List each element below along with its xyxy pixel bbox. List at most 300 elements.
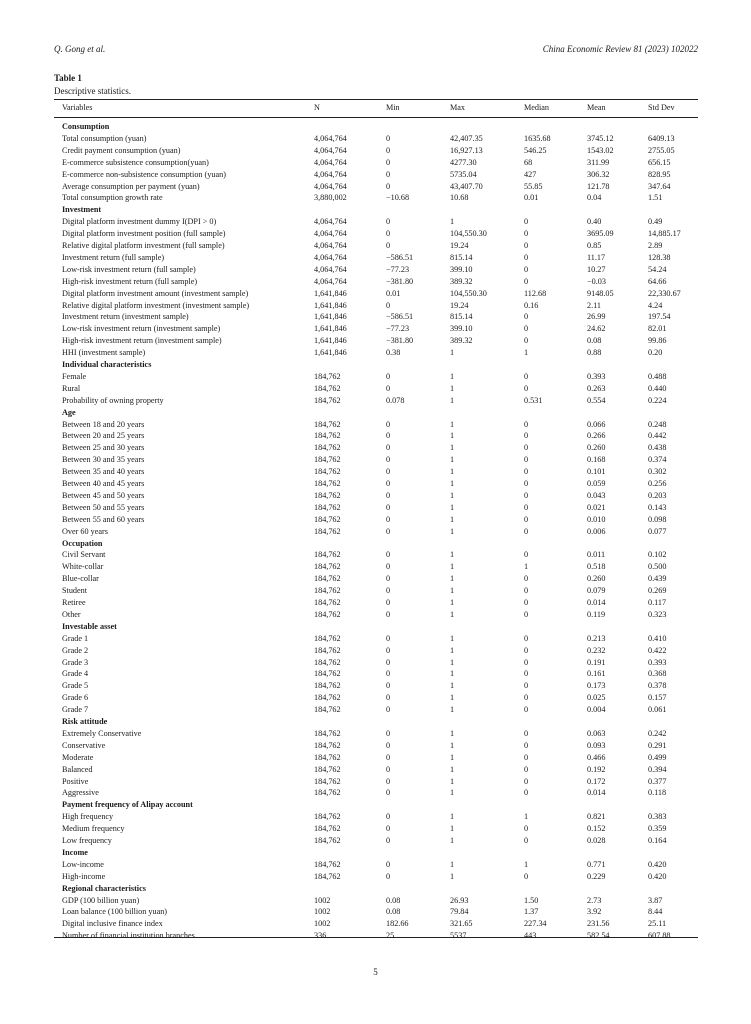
section-heading (0, 204, 751, 216)
table-cell: 24.62 (587, 324, 606, 334)
table-cell: 4,064,764 (314, 157, 347, 167)
table-cell: 0 (524, 728, 529, 738)
column-header: Mean (587, 103, 606, 112)
table-cell: 0.014 (587, 788, 606, 798)
table-cell: 0.263 (587, 383, 606, 393)
table-row (0, 502, 751, 514)
table-cell: 82.01 (648, 324, 667, 334)
variable-name: Between 35 and 40 years (62, 467, 145, 477)
table-cell: 16,927.13 (450, 145, 483, 155)
variable-name: Grade 3 (62, 657, 89, 667)
table-cell: 184,762 (314, 395, 341, 405)
table-cell: 0 (386, 526, 391, 536)
variable-name: Digital inclusive finance index (62, 919, 163, 929)
table-cell: 1 (450, 467, 455, 477)
table-cell: 0.554 (587, 395, 606, 405)
table-cell: 0 (524, 383, 529, 393)
table-cell: 68 (524, 157, 533, 167)
table-cell: 0 (524, 526, 529, 536)
table-cell: 26.99 (587, 312, 606, 322)
table-cell: 0 (524, 264, 529, 274)
table-cell: 26.93 (450, 895, 469, 905)
table-cell: 0.85 (587, 241, 602, 250)
table-cell: 0.420 (648, 859, 667, 869)
table-cell: 1,641,846 (314, 324, 347, 334)
table-row (0, 181, 751, 193)
table-row (0, 514, 751, 526)
table-cell: 582.54 (587, 931, 610, 941)
variable-name: Number of financial institution branches (62, 931, 195, 941)
table-cell: 0 (524, 705, 529, 715)
table-cell: 0.466 (587, 752, 606, 762)
table-cell: 0 (524, 657, 529, 667)
table-cell: 0 (386, 645, 391, 655)
table-row (0, 216, 751, 228)
table-cell: 182.66 (386, 919, 409, 929)
table-cell: 0 (386, 217, 391, 227)
table-cell: 0 (386, 419, 391, 429)
table-cell: 4,064,764 (314, 264, 347, 274)
table-cell: 0.059 (587, 479, 606, 488)
table-cell: 54.24 (648, 264, 667, 274)
table-cell: 4,064,764 (314, 276, 347, 286)
table-cell: 0 (386, 740, 391, 750)
table-cell: 197.54 (648, 312, 671, 322)
table-cell: 1 (450, 645, 455, 655)
variable-name: Low-income (62, 859, 104, 869)
table-cell: 0 (386, 455, 391, 465)
variable-name: Low frequency (62, 836, 112, 845)
table-row (0, 561, 751, 573)
table-caption: Descriptive statistics. (54, 86, 131, 96)
table-cell: 0 (386, 145, 391, 155)
table-cell: 1,641,846 (314, 288, 347, 298)
table-cell: 0.260 (587, 574, 606, 584)
table-cell: 0 (386, 157, 391, 167)
table-cell: 8.44 (648, 907, 663, 917)
table-cell: 0.232 (587, 645, 606, 655)
table-cell: 1 (450, 669, 455, 679)
table-cell: 0.004 (587, 705, 606, 715)
table-cell: 184,762 (314, 490, 341, 500)
table-cell: 5537 (450, 931, 467, 941)
variable-name: Grade 4 (62, 669, 89, 679)
table-cell: 184,762 (314, 562, 341, 572)
table-cell: 1 (450, 550, 455, 560)
table-cell: 0 (386, 467, 391, 477)
table-cell: 0.191 (587, 657, 606, 667)
variable-name: Student (62, 586, 88, 596)
table-cell: 0 (524, 241, 529, 250)
table-row (0, 704, 751, 716)
table-cell: 0 (386, 764, 391, 774)
table-cell: 0.393 (648, 657, 667, 667)
table-cell: 0 (386, 812, 391, 822)
variable-name: Between 55 and 60 years (62, 514, 145, 524)
table-row (0, 157, 751, 169)
table-row (0, 466, 751, 478)
table-cell: 0.40 (587, 217, 602, 227)
table-cell: 1 (450, 479, 455, 488)
variable-name: Investment return (full sample) (62, 252, 165, 262)
table-cell: 0 (386, 752, 391, 762)
variable-name: Grade 2 (62, 645, 89, 655)
table-cell: 0.117 (648, 598, 667, 607)
table-cell: 1 (450, 752, 455, 762)
table-cell: 0 (386, 871, 391, 881)
table-cell: 1 (450, 395, 455, 405)
table-cell: 104,550.30 (450, 229, 487, 239)
table-cell: 1 (450, 836, 455, 845)
table-cell: 1 (450, 824, 455, 834)
table-cell: 0.224 (648, 395, 667, 405)
table-cell: 0.260 (587, 443, 606, 453)
variable-name: Between 50 and 55 years (62, 502, 145, 512)
column-header: Variables (62, 103, 93, 112)
table-cell: −586.51 (386, 252, 414, 262)
table-cell: 0.006 (587, 526, 606, 536)
table-row (0, 454, 751, 466)
table-cell: 0 (386, 836, 391, 845)
table-cell: 0.422 (648, 645, 667, 655)
variable-name: Extremely Conservative (62, 728, 142, 738)
table-row (0, 478, 751, 490)
table-cell: 0 (524, 312, 529, 322)
table-cell: 0.266 (587, 431, 606, 441)
table-cell: 0 (386, 824, 391, 834)
table-cell: 0.269 (648, 586, 667, 596)
table-cell: 184,762 (314, 657, 341, 667)
table-row (0, 633, 751, 645)
table-cell: 1 (450, 812, 455, 822)
table-cell: 0.488 (648, 371, 667, 381)
variable-name: Other (62, 609, 81, 619)
table-cell: 0 (524, 693, 529, 703)
table-cell: 0 (386, 229, 391, 239)
table-cell: 0 (524, 776, 529, 786)
section-heading-label: Investment (62, 205, 102, 215)
table-cell: 1 (450, 490, 455, 500)
table-cell: 184,762 (314, 740, 341, 750)
section-heading (0, 538, 751, 550)
variable-name: Relative digital platform investment (investment sample) (62, 300, 250, 310)
section-heading-label: Income (62, 847, 88, 857)
table-cell: 0 (524, 431, 529, 441)
table-row (0, 906, 751, 918)
table-cell: 4.24 (648, 300, 663, 310)
table-row (0, 740, 751, 752)
variable-name: GDP (100 billion yuan) (62, 895, 140, 905)
table-cell: 306.32 (587, 169, 610, 179)
table-cell: 0.213 (587, 633, 606, 643)
table-row (0, 169, 751, 181)
section-heading (0, 407, 751, 419)
table-cell: −77.23 (386, 324, 410, 334)
table-cell: 184,762 (314, 609, 341, 619)
table-row (0, 764, 751, 776)
variable-name: Between 40 and 45 years (62, 479, 145, 488)
table-row (0, 871, 751, 883)
table-cell: −77.23 (386, 264, 410, 274)
table-cell: 0.043 (587, 490, 606, 500)
table-row (0, 609, 751, 621)
table-bottom-rule (54, 937, 698, 938)
table-cell: 0.119 (587, 609, 606, 619)
table-cell: 2.73 (587, 895, 602, 905)
table-cell: 0.323 (648, 609, 667, 619)
table-cell: 0.377 (648, 776, 667, 786)
table-cell: 0.093 (587, 740, 606, 750)
table-cell: 1 (450, 574, 455, 584)
table-cell: 0.010 (587, 514, 606, 524)
table-row (0, 728, 751, 740)
table-cell: 184,762 (314, 383, 341, 393)
table-cell: 1 (450, 217, 455, 227)
variable-name: Credit payment consumption (yuan) (62, 145, 181, 155)
table-cell: 0 (386, 669, 391, 679)
table-cell: 0 (524, 443, 529, 453)
table-cell: 0.061 (648, 705, 667, 715)
table-row (0, 335, 751, 347)
table-cell: 0.152 (587, 824, 606, 834)
variable-name: High-income (62, 871, 106, 881)
table-cell: 0 (524, 645, 529, 655)
table-row (0, 430, 751, 442)
table-cell: 4,064,764 (314, 252, 347, 262)
table-cell: 0.101 (587, 467, 606, 477)
variable-name: Between 30 and 35 years (62, 455, 145, 465)
table-cell: 0.410 (648, 633, 667, 643)
table-cell: 10.27 (587, 264, 606, 274)
table-cell: −0.03 (587, 276, 606, 286)
table-cell: 0.771 (587, 859, 606, 869)
table-cell: 1 (450, 859, 455, 869)
table-row (0, 442, 751, 454)
table-cell: 0 (524, 514, 529, 524)
table-cell: 0 (386, 502, 391, 512)
table-cell: 1 (450, 693, 455, 703)
table-cell: 1002 (314, 907, 331, 917)
table-cell: 184,762 (314, 574, 341, 584)
table-cell: 0.499 (648, 752, 667, 762)
table-cell: 0.164 (648, 836, 667, 845)
table-cell: 1 (450, 598, 455, 607)
table-cell: 0 (524, 252, 529, 262)
table-cell: 184,762 (314, 598, 341, 607)
table-cell: 0.08 (386, 907, 401, 917)
table-cell: 1 (524, 812, 529, 822)
table-cell: 184,762 (314, 586, 341, 596)
section-heading-label: Individual characteristics (62, 360, 152, 369)
table-cell: 0 (386, 859, 391, 869)
variable-name: Low-risk investment return (investment sample) (62, 324, 221, 334)
variable-name: Positive (62, 776, 89, 786)
table-row (0, 776, 751, 788)
table-cell: 0 (524, 740, 529, 750)
table-cell: 0 (524, 824, 529, 834)
table-cell: 0.256 (648, 479, 667, 488)
table-cell: 1 (450, 776, 455, 786)
table-top-rule (54, 99, 698, 100)
table-cell: 0 (524, 598, 529, 607)
table-cell: 1002 (314, 919, 331, 929)
variable-name: Digital platform investment position (full sample) (62, 229, 226, 239)
table-cell: 4,064,764 (314, 217, 347, 227)
table-cell: 0.393 (587, 371, 606, 381)
table-cell: 0 (524, 217, 529, 227)
variable-name: Medium frequency (62, 824, 125, 834)
table-cell: 42,407.35 (450, 133, 483, 143)
table-cell: 184,762 (314, 443, 341, 453)
table-cell: 0 (386, 633, 391, 643)
table-cell: 311.99 (587, 157, 610, 167)
variable-name: Digital platform investment amount (investment sample) (62, 288, 249, 298)
table-cell: 1 (450, 728, 455, 738)
table-cell: 0.440 (648, 383, 667, 393)
table-row (0, 371, 751, 383)
table-cell: 0 (386, 181, 391, 191)
section-heading-label: Consumption (62, 122, 110, 131)
table-cell: 184,762 (314, 479, 341, 488)
table-cell: 1 (450, 657, 455, 667)
table-cell: 0 (386, 681, 391, 691)
table-cell: 0.438 (648, 443, 667, 453)
table-cell: 546.25 (524, 145, 547, 155)
table-cell: 828.95 (648, 169, 671, 179)
table-row (0, 276, 751, 288)
table-row (0, 311, 751, 323)
table-cell: 0 (386, 514, 391, 524)
table-cell: −381.80 (386, 276, 414, 286)
column-header: Median (524, 103, 550, 112)
table-cell: 0 (386, 728, 391, 738)
variable-name: Between 45 and 50 years (62, 490, 145, 500)
table-cell: 3695.09 (587, 229, 614, 239)
table-row (0, 192, 751, 204)
column-header: Std Dev (648, 103, 675, 112)
table-row (0, 597, 751, 609)
table-cell: 0.229 (587, 871, 606, 881)
table-cell: 1 (450, 443, 455, 453)
table-cell: 399.10 (450, 324, 473, 334)
table-row (0, 918, 751, 930)
table-cell: 0.518 (587, 562, 606, 572)
table-cell: 0 (524, 490, 529, 500)
table-cell: 0.49 (648, 217, 663, 227)
table-cell: 184,762 (314, 669, 341, 679)
table-cell: 1 (450, 455, 455, 465)
table-cell: 0 (524, 574, 529, 584)
table-cell: 4,064,764 (314, 229, 347, 239)
table-cell: 1.37 (524, 907, 539, 917)
section-heading (0, 621, 751, 633)
table-cell: 25 (386, 931, 395, 941)
table-cell: 0.172 (587, 776, 606, 786)
table-cell: 14,885.17 (648, 229, 681, 239)
table-cell: 1 (450, 502, 455, 512)
table-cell: 0 (386, 586, 391, 596)
table-cell: 104,550.30 (450, 288, 487, 298)
table-cell: 815.14 (450, 252, 473, 262)
table-cell: 0.168 (587, 455, 606, 465)
table-cell: 0.359 (648, 824, 667, 834)
table-cell: 1002 (314, 895, 331, 905)
page-number: 5 (373, 967, 378, 977)
table-cell: 0.374 (648, 455, 667, 465)
table-cell: 5735.04 (450, 169, 477, 179)
table-cell: 184,762 (314, 836, 341, 845)
table-cell: 0 (524, 764, 529, 774)
table-cell: 1 (450, 514, 455, 524)
table-cell: 0.01 (386, 288, 401, 298)
table-cell: 184,762 (314, 455, 341, 465)
table-row (0, 288, 751, 300)
variable-name: Investment return (investment sample) (62, 312, 189, 322)
table-cell: 4,064,764 (314, 133, 347, 143)
variable-name: Moderate (62, 752, 94, 762)
table-row (0, 668, 751, 680)
table-cell: 11.17 (587, 252, 606, 262)
table-cell: 55.85 (524, 181, 543, 191)
table-cell: 6409.13 (648, 133, 675, 143)
variable-name: Blue-collar (62, 574, 99, 584)
table-cell: −586.51 (386, 312, 414, 322)
variable-name: HHI (investment sample) (62, 348, 146, 358)
table-cell: −10.68 (386, 193, 410, 203)
table-cell: 0.08 (587, 336, 602, 346)
table-cell: 184,762 (314, 812, 341, 822)
variable-name: Between 18 and 20 years (62, 419, 145, 429)
table-row (0, 895, 751, 907)
table-row (0, 692, 751, 704)
table-row (0, 145, 751, 157)
table-cell: 184,762 (314, 705, 341, 715)
variable-name: White-collar (62, 562, 104, 572)
table-cell: 0.500 (648, 562, 667, 572)
table-cell: 389.32 (450, 276, 473, 286)
variable-name: Average consumption per payment (yuan) (62, 181, 200, 191)
table-cell: 0.161 (587, 669, 606, 679)
table-cell: 607.88 (648, 931, 671, 941)
table-cell: 0 (524, 681, 529, 691)
variable-name: Low-risk investment return (full sample) (62, 264, 196, 274)
table-cell: 0 (386, 431, 391, 441)
variable-name: Total consumption growth rate (62, 193, 163, 203)
variable-name: Between 20 and 25 years (62, 431, 145, 441)
table-cell: 99.86 (648, 336, 667, 346)
table-cell: 25.11 (648, 919, 667, 929)
table-cell: 0 (386, 598, 391, 607)
table-cell: 3.87 (648, 895, 663, 905)
table-cell: 9148.05 (587, 288, 614, 298)
table-row (0, 811, 751, 823)
table-cell: 0.01 (524, 193, 539, 203)
table-cell: 1635.68 (524, 133, 551, 143)
table-cell: 1 (450, 383, 455, 393)
table-cell: 4277.30 (450, 157, 477, 167)
table-cell: 0.821 (587, 812, 606, 822)
table-cell: 0.439 (648, 574, 667, 584)
table-cell: 0 (386, 776, 391, 786)
table-cell: 0 (524, 788, 529, 798)
column-header: N (314, 103, 320, 112)
table-cell: 0.04 (587, 193, 602, 203)
section-heading (0, 883, 751, 895)
section-heading-label: Age (62, 407, 76, 417)
table-cell: 0 (524, 502, 529, 512)
table-cell: 0.420 (648, 871, 667, 881)
table-cell: 1 (450, 705, 455, 715)
